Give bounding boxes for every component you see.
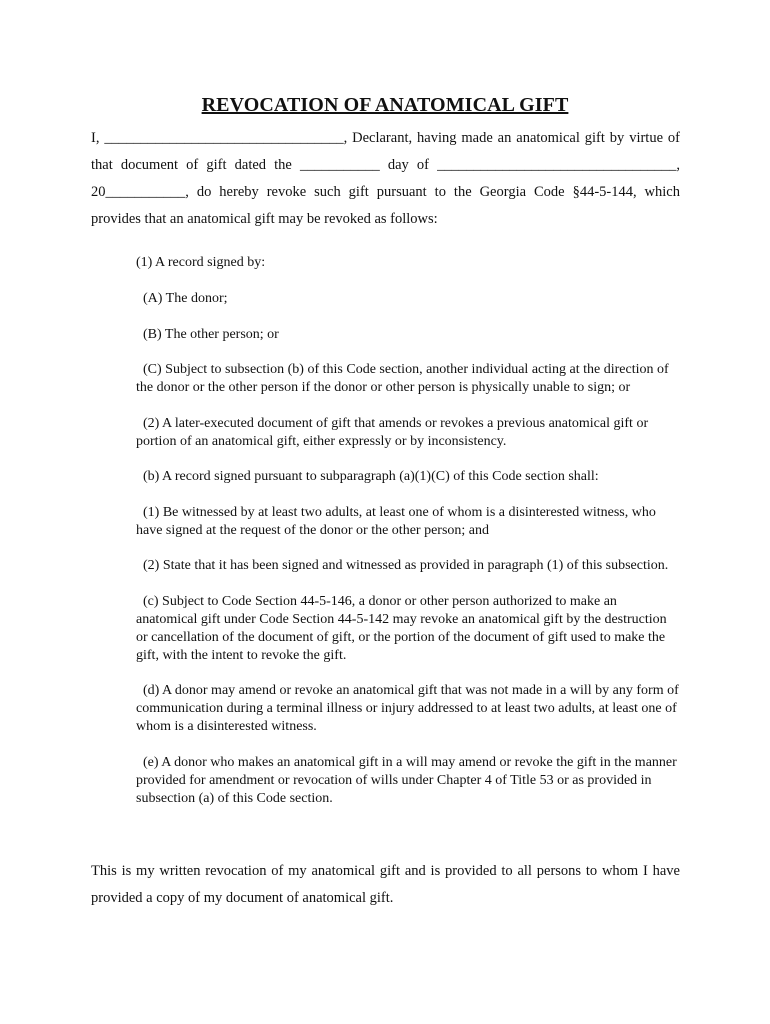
provision-b2: (2) State that it has been signed and witnessed as provided in paragraph (1) of this subsection. [136,558,669,573]
code-provisions-list [136,254,681,825]
provision-b1: (1) Be witnessed by at least two adults, at least one of whom is a disinterested witness, who have signed at the request of the donor or the other person; and [136,504,656,538]
provision-1b: (B) The other person; or [136,326,279,342]
provision-1: (1) A record signed by: [136,255,266,270]
provision-d: (d) A donor may amend or revoke an anatomical gift that was not made in a will by any form of communication during a terminal illness or injury addressed to at least two adults, at least one of whom is a disinterested witness. [136,683,679,734]
provision-c: (c) Subject to Code Section 44-5-146, a donor or other person authorized to make an anatomical gift under Code Section 44-5-142 may revoke an anatomical gift by the destruction or cancellation of the document of gift, or the portion of the document of gift used to make the gift, with the intent to revoke the gift. [136,593,667,663]
closing-paragraph: This is my written revocation of my anatomical gift and is provided to all persons to whom I have provided a copy of my document of anatomical gift. [91,863,680,906]
provision-e: (e) A donor who makes an anatomical gift in a will may amend or revoke the gift in the manner provided for amendment or revocation of wills under Chapter 4 of Title 53 or as provided in subsection (a) of this Code section. [136,754,677,806]
provision-1a: (A) The donor; [136,291,228,306]
provision-1c: (C) Subject to subsection (b) of this Code section, another individual acting at the direction of the donor or the other person if the donor or other person is physically unable to sign; or [136,362,669,395]
declarant-intro-paragraph: I, _________________________________, Declarant, having made an anatomical gift by virtue of that document of gift dated the ___________ day of _________________________________, 20___________, do hereby revoke such gift pursuant to the Georgia Code §44-5-144, which provides that an anatomical gift may be revoked as follows: [91,130,680,227]
provision-b: (b) A record signed pursuant to subparagraph (a)(1)(C) of this Code section shall: [136,469,599,484]
document-title: REVOCATION OF ANATOMICAL GIFT [201,94,569,116]
provision-2: (2) A later-executed document of gift that amends or revokes a previous anatomical gift or portion of an anatomical gift, either expressly or by inconsistency. [136,415,649,449]
